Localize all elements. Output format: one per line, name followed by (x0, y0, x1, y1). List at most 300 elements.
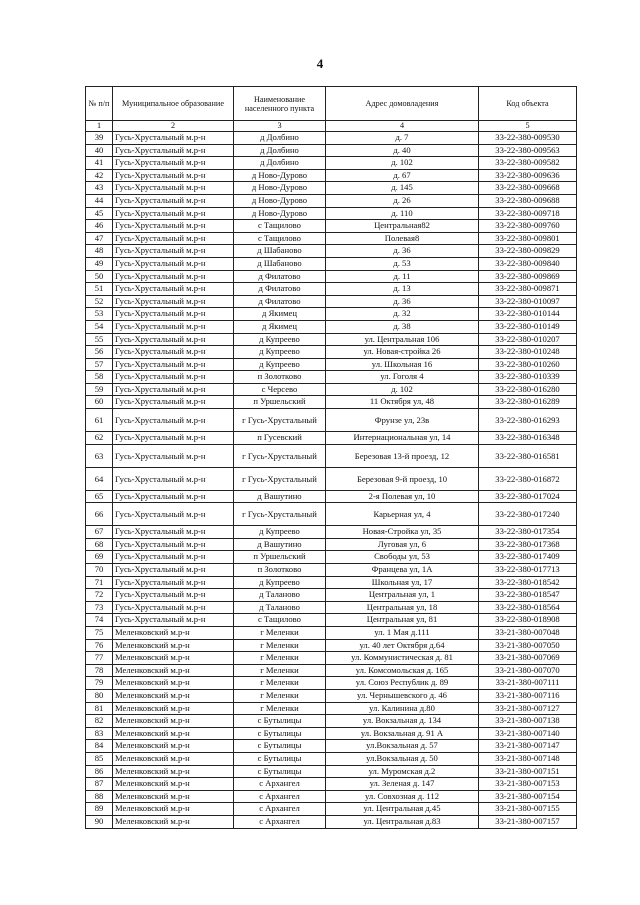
column-number: 3 (234, 121, 326, 132)
settlement-cell: д Купреево (234, 346, 326, 359)
row-number: 72 (86, 589, 113, 602)
settlement-cell: д Ново-Дурово (234, 182, 326, 195)
address-cell: Центральная ул, 18 (326, 601, 479, 614)
row-number: 47 (86, 232, 113, 245)
table-row (86, 689, 577, 702)
table-row (86, 467, 577, 490)
settlement-cell: п Уршельский (234, 396, 326, 409)
settlement-cell: д Ново-Дурово (234, 194, 326, 207)
row-number: 61 (86, 409, 113, 432)
row-number: 39 (86, 132, 113, 145)
table-row (86, 409, 577, 432)
object-code-cell: 33-21-380-007140 (479, 727, 577, 740)
municipality-cell: Гусь-Хрустальный м.р-н (113, 576, 234, 589)
row-number: 44 (86, 194, 113, 207)
row-number: 64 (86, 467, 113, 490)
municipality-cell: Меленковский м.р-н (113, 689, 234, 702)
table-row (86, 346, 577, 359)
address-cell: ул. Новая-стройка 26 (326, 346, 479, 359)
object-code-cell: 33-22-380-017240 (479, 503, 577, 526)
address-cell: ул. Комсомольская д. 165 (326, 664, 479, 677)
object-code-cell: 33-22-380-009869 (479, 270, 577, 283)
object-code-cell: 33-22-380-009760 (479, 220, 577, 233)
settlement-cell: д Купреево (234, 333, 326, 346)
address-cell: Францева ул, 1А (326, 564, 479, 577)
municipality-cell: Гусь-Хрустальный м.р-н (113, 564, 234, 577)
settlement-cell: с Тащилово (234, 232, 326, 245)
table-row (86, 614, 577, 627)
settlement-cell: д Шабаново (234, 257, 326, 270)
object-code-cell: 33-22-380-018908 (479, 614, 577, 627)
municipality-cell: Гусь-Хрустальный м.р-н (113, 589, 234, 602)
table-row (86, 765, 577, 778)
table-row (86, 752, 577, 765)
municipality-cell: Гусь-Хрустальный м.р-н (113, 295, 234, 308)
settlement-cell: г Гусь-Хрустальный (234, 444, 326, 467)
header-address: Адрес домовладения (326, 87, 479, 121)
table-row (86, 371, 577, 384)
settlement-cell: с Тащилово (234, 614, 326, 627)
object-code-cell: 33-22-380-009801 (479, 232, 577, 245)
row-number: 78 (86, 664, 113, 677)
object-code-cell: 33-21-380-007153 (479, 778, 577, 791)
address-cell: д. 67 (326, 169, 479, 182)
object-code-cell: 33-22-380-010144 (479, 308, 577, 321)
row-number: 48 (86, 245, 113, 258)
settlement-cell: д Купреево (234, 526, 326, 539)
object-code-cell: 33-22-380-016581 (479, 444, 577, 467)
row-number: 87 (86, 778, 113, 791)
settlement-cell: с Архангел (234, 815, 326, 828)
address-cell: Полевая8 (326, 232, 479, 245)
settlement-cell: с Тащилово (234, 220, 326, 233)
address-cell: ул.Вокзальная д. 57 (326, 740, 479, 753)
object-code-cell: 33-22-380-016289 (479, 396, 577, 409)
municipality-cell: Меленковский м.р-н (113, 715, 234, 728)
row-number: 55 (86, 333, 113, 346)
settlement-cell: д Вашутино (234, 538, 326, 551)
row-number: 49 (86, 257, 113, 270)
municipality-cell: Гусь-Хрустальный м.р-н (113, 283, 234, 296)
object-code-cell: 33-22-380-009871 (479, 283, 577, 296)
settlement-cell: с Бутылицы (234, 765, 326, 778)
object-code-cell: 33-21-380-007151 (479, 765, 577, 778)
address-cell: д. 36 (326, 295, 479, 308)
row-number: 46 (86, 220, 113, 233)
settlement-cell: с Бутылицы (234, 740, 326, 753)
object-code-cell: 33-22-380-018564 (479, 601, 577, 614)
row-number: 74 (86, 614, 113, 627)
object-code-cell: 33-22-380-010339 (479, 371, 577, 384)
address-cell: Березовая 9-й проезд, 10 (326, 467, 479, 490)
settlement-cell: г Меленки (234, 664, 326, 677)
table-row (86, 283, 577, 296)
table-row (86, 358, 577, 371)
settlement-cell: г Гусь-Хрустальный (234, 503, 326, 526)
municipality-cell: Гусь-Хрустальный м.р-н (113, 132, 234, 145)
table-row (86, 220, 577, 233)
object-code-cell: 33-21-380-007147 (479, 740, 577, 753)
settlement-cell: с Бутылицы (234, 752, 326, 765)
municipality-cell: Меленковский м.р-н (113, 765, 234, 778)
municipality-cell: Гусь-Хрустальный м.р-н (113, 526, 234, 539)
header-no: № п/п (86, 87, 113, 121)
object-code-cell: 33-22-380-016293 (479, 409, 577, 432)
address-cell: ул. 1 Мая д.111 (326, 627, 479, 640)
row-number: 70 (86, 564, 113, 577)
table-row (86, 815, 577, 828)
table-row (86, 715, 577, 728)
table-row (86, 639, 577, 652)
table-row (86, 270, 577, 283)
settlement-cell: д Таланово (234, 601, 326, 614)
municipality-cell: Гусь-Хрустальный м.р-н (113, 220, 234, 233)
row-number: 77 (86, 652, 113, 665)
row-number: 60 (86, 396, 113, 409)
settlement-cell: с Бутылицы (234, 715, 326, 728)
municipality-cell: Меленковский м.р-н (113, 627, 234, 640)
table-header (86, 87, 577, 132)
object-code-cell: 33-22-380-009563 (479, 144, 577, 157)
municipality-cell: Гусь-Хрустальный м.р-н (113, 270, 234, 283)
address-cell: ул. Муромская д.2 (326, 765, 479, 778)
municipality-cell: Меленковский м.р-н (113, 740, 234, 753)
table-row (86, 790, 577, 803)
table-row (86, 144, 577, 157)
settlement-cell: д Купреево (234, 358, 326, 371)
row-number: 68 (86, 538, 113, 551)
object-code-cell: 33-21-380-007111 (479, 677, 577, 690)
address-cell: Центральная ул, 1 (326, 589, 479, 602)
row-number: 73 (86, 601, 113, 614)
column-number: 2 (113, 121, 234, 132)
address-cell: ул. Зеленая д. 147 (326, 778, 479, 791)
settlement-cell: с Черсево (234, 383, 326, 396)
row-number: 63 (86, 444, 113, 467)
address-cell: 2-я Полевая ул, 10 (326, 490, 479, 503)
table-row (86, 182, 577, 195)
settlement-cell: г Меленки (234, 652, 326, 665)
address-cell: Фрунзе ул, 23в (326, 409, 479, 432)
settlement-cell: д Якимец (234, 320, 326, 333)
object-code-cell: 33-22-380-017024 (479, 490, 577, 503)
row-number: 45 (86, 207, 113, 220)
object-code-cell: 33-22-380-010207 (479, 333, 577, 346)
address-cell: Березовая 13-й проезд, 12 (326, 444, 479, 467)
row-number: 54 (86, 320, 113, 333)
row-number: 81 (86, 702, 113, 715)
settlement-cell: д Филатово (234, 270, 326, 283)
row-number: 85 (86, 752, 113, 765)
object-code-cell: 33-21-380-007050 (479, 639, 577, 652)
row-number: 50 (86, 270, 113, 283)
municipality-cell: Гусь-Хрустальный м.р-н (113, 257, 234, 270)
row-number: 84 (86, 740, 113, 753)
object-code-cell: 33-21-380-007127 (479, 702, 577, 715)
object-code-cell: 33-21-380-007138 (479, 715, 577, 728)
address-cell: ул. Центральная 106 (326, 333, 479, 346)
address-cell: д. 110 (326, 207, 479, 220)
row-number: 40 (86, 144, 113, 157)
header-municipality: Муниципальное образование (113, 87, 234, 121)
table-row (86, 169, 577, 182)
row-number: 88 (86, 790, 113, 803)
row-number: 80 (86, 689, 113, 702)
table-row (86, 652, 577, 665)
address-cell: ул. Школьная 16 (326, 358, 479, 371)
object-code-cell: 33-22-380-009829 (479, 245, 577, 258)
row-number: 62 (86, 432, 113, 445)
settlement-cell: д Долбино (234, 157, 326, 170)
table-row (86, 320, 577, 333)
municipality-cell: Гусь-Хрустальный м.р-н (113, 245, 234, 258)
settlement-cell: п Гусевский (234, 432, 326, 445)
registry-table (85, 86, 577, 829)
address-cell: ул. Вокзальная д. 134 (326, 715, 479, 728)
column-number: 5 (479, 121, 577, 132)
object-code-cell: 33-22-380-018547 (479, 589, 577, 602)
row-number: 53 (86, 308, 113, 321)
table-row (86, 803, 577, 816)
address-cell: Карьерная ул, 4 (326, 503, 479, 526)
municipality-cell: Меленковский м.р-н (113, 803, 234, 816)
municipality-cell: Гусь-Хрустальный м.р-н (113, 182, 234, 195)
address-cell: д. 102 (326, 383, 479, 396)
address-cell: д. 32 (326, 308, 479, 321)
municipality-cell: Гусь-Хрустальный м.р-н (113, 444, 234, 467)
object-code-cell: 33-22-380-017368 (479, 538, 577, 551)
settlement-cell: д Шабаново (234, 245, 326, 258)
municipality-cell: Гусь-Хрустальный м.р-н (113, 503, 234, 526)
row-number: 65 (86, 490, 113, 503)
address-cell: ул. Гоголя 4 (326, 371, 479, 384)
municipality-cell: Меленковский м.р-н (113, 790, 234, 803)
row-number: 59 (86, 383, 113, 396)
table-body (86, 132, 577, 829)
settlement-cell: д Долбино (234, 144, 326, 157)
address-cell: Центральная82 (326, 220, 479, 233)
object-code-cell: 33-21-380-007157 (479, 815, 577, 828)
table-row (86, 132, 577, 145)
address-cell: Луговая ул, 6 (326, 538, 479, 551)
municipality-cell: Гусь-Хрустальный м.р-н (113, 490, 234, 503)
row-number: 57 (86, 358, 113, 371)
table-row (86, 232, 577, 245)
row-number: 79 (86, 677, 113, 690)
settlement-cell: с Архангел (234, 803, 326, 816)
address-cell: ул. Калинина д.80 (326, 702, 479, 715)
object-code-cell: 33-21-380-007070 (479, 664, 577, 677)
object-code-cell: 33-22-380-009840 (479, 257, 577, 270)
municipality-cell: Меленковский м.р-н (113, 639, 234, 652)
address-cell: д. 13 (326, 283, 479, 296)
address-cell: д. 11 (326, 270, 479, 283)
table-row (86, 576, 577, 589)
address-cell: ул. Коммунистическая д. 81 (326, 652, 479, 665)
address-cell: д. 53 (326, 257, 479, 270)
row-number: 41 (86, 157, 113, 170)
object-code-cell: 33-22-380-009636 (479, 169, 577, 182)
table-row (86, 538, 577, 551)
municipality-cell: Гусь-Хрустальный м.р-н (113, 467, 234, 490)
settlement-cell: г Меленки (234, 702, 326, 715)
settlement-cell: д Якимец (234, 308, 326, 321)
column-number-row (86, 121, 577, 132)
address-cell: д. 145 (326, 182, 479, 195)
address-cell: Интернациональная ул, 14 (326, 432, 479, 445)
settlement-cell: д Купреево (234, 576, 326, 589)
table-row (86, 627, 577, 640)
row-number: 56 (86, 346, 113, 359)
object-code-cell: 33-22-380-016348 (479, 432, 577, 445)
row-number: 86 (86, 765, 113, 778)
object-code-cell: 33-22-380-010149 (479, 320, 577, 333)
row-number: 90 (86, 815, 113, 828)
municipality-cell: Меленковский м.р-н (113, 752, 234, 765)
municipality-cell: Гусь-Хрустальный м.р-н (113, 371, 234, 384)
table-row (86, 333, 577, 346)
object-code-cell: 33-22-380-016280 (479, 383, 577, 396)
object-code-cell: 33-22-380-009582 (479, 157, 577, 170)
object-code-cell: 33-21-380-007154 (479, 790, 577, 803)
settlement-cell: д Таланово (234, 589, 326, 602)
address-cell: Новая-Стройка ул, 35 (326, 526, 479, 539)
address-cell: ул. Союз Республик д. 89 (326, 677, 479, 690)
table-row (86, 601, 577, 614)
settlement-cell: с Архангел (234, 778, 326, 791)
object-code-cell: 33-22-380-010260 (479, 358, 577, 371)
municipality-cell: Меленковский м.р-н (113, 702, 234, 715)
table-row (86, 207, 577, 220)
municipality-cell: Меленковский м.р-н (113, 677, 234, 690)
settlement-cell: п Золотково (234, 564, 326, 577)
address-cell: д. 102 (326, 157, 479, 170)
row-number: 82 (86, 715, 113, 728)
municipality-cell: Гусь-Хрустальный м.р-н (113, 144, 234, 157)
municipality-cell: Гусь-Хрустальный м.р-н (113, 396, 234, 409)
row-number: 89 (86, 803, 113, 816)
settlement-cell: с Архангел (234, 790, 326, 803)
address-cell: д. 40 (326, 144, 479, 157)
table-row (86, 778, 577, 791)
row-number: 83 (86, 727, 113, 740)
municipality-cell: Гусь-Хрустальный м.р-н (113, 409, 234, 432)
address-cell: Свободы ул, 53 (326, 551, 479, 564)
municipality-cell: Гусь-Хрустальный м.р-н (113, 207, 234, 220)
object-code-cell: 33-22-380-010097 (479, 295, 577, 308)
row-number: 51 (86, 283, 113, 296)
table-row (86, 245, 577, 258)
table-row (86, 157, 577, 170)
object-code-cell: 33-22-380-009668 (479, 182, 577, 195)
table-row (86, 727, 577, 740)
row-number: 52 (86, 295, 113, 308)
address-cell: д. 36 (326, 245, 479, 258)
settlement-cell: д Филатово (234, 295, 326, 308)
municipality-cell: Меленковский м.р-н (113, 815, 234, 828)
table-row (86, 295, 577, 308)
municipality-cell: Гусь-Хрустальный м.р-н (113, 232, 234, 245)
object-code-cell: 33-22-380-009688 (479, 194, 577, 207)
table-row (86, 432, 577, 445)
row-number: 43 (86, 182, 113, 195)
column-number: 4 (326, 121, 479, 132)
object-code-cell: 33-21-380-007148 (479, 752, 577, 765)
settlement-cell: п Уршельский (234, 551, 326, 564)
municipality-cell: Гусь-Хрустальный м.р-н (113, 169, 234, 182)
municipality-cell: Гусь-Хрустальный м.р-н (113, 194, 234, 207)
municipality-cell: Меленковский м.р-н (113, 664, 234, 677)
settlement-cell: с Бутылицы (234, 727, 326, 740)
row-number: 66 (86, 503, 113, 526)
row-number: 69 (86, 551, 113, 564)
settlement-cell: г Гусь-Хрустальный (234, 409, 326, 432)
municipality-cell: Гусь-Хрустальный м.р-н (113, 538, 234, 551)
settlement-cell: д Ново-Дурово (234, 207, 326, 220)
municipality-cell: Гусь-Хрустальный м.р-н (113, 333, 234, 346)
table-row (86, 551, 577, 564)
municipality-cell: Гусь-Хрустальный м.р-н (113, 346, 234, 359)
municipality-cell: Меленковский м.р-н (113, 727, 234, 740)
municipality-cell: Меленковский м.р-н (113, 652, 234, 665)
settlement-cell: д Ново-Дурово (234, 169, 326, 182)
table-row (86, 677, 577, 690)
header-code: Код объекта (479, 87, 577, 121)
address-cell: ул. Центральная д.45 (326, 803, 479, 816)
municipality-cell: Меленковский м.р-н (113, 778, 234, 791)
table-row (86, 503, 577, 526)
municipality-cell: Гусь-Хрустальный м.р-н (113, 358, 234, 371)
object-code-cell: 33-22-380-018542 (479, 576, 577, 589)
table-row (86, 526, 577, 539)
object-code-cell: 33-22-380-010248 (479, 346, 577, 359)
row-number: 75 (86, 627, 113, 640)
object-code-cell: 33-22-380-016872 (479, 467, 577, 490)
settlement-cell: д Вашутино (234, 490, 326, 503)
address-cell: д. 7 (326, 132, 479, 145)
table-row (86, 589, 577, 602)
address-cell: ул. Вокзальная д. 91 А (326, 727, 479, 740)
row-number: 58 (86, 371, 113, 384)
address-cell: Школьная ул, 17 (326, 576, 479, 589)
address-cell: ул. Совхозная д. 112 (326, 790, 479, 803)
table-row (86, 444, 577, 467)
object-code-cell: 33-22-380-017354 (479, 526, 577, 539)
settlement-cell: д Филатово (234, 283, 326, 296)
object-code-cell: 33-21-380-007116 (479, 689, 577, 702)
column-number: 1 (86, 121, 113, 132)
object-code-cell: 33-21-380-007069 (479, 652, 577, 665)
municipality-cell: Гусь-Хрустальный м.р-н (113, 551, 234, 564)
object-code-cell: 33-22-380-009718 (479, 207, 577, 220)
municipality-cell: Гусь-Хрустальный м.р-н (113, 432, 234, 445)
address-cell: ул. 40 лет Октября д.64 (326, 639, 479, 652)
header-settlement: Наименование населенного пункта (234, 87, 326, 121)
table-row (86, 490, 577, 503)
row-number: 76 (86, 639, 113, 652)
municipality-cell: Гусь-Хрустальный м.р-н (113, 383, 234, 396)
row-number: 67 (86, 526, 113, 539)
table-row (86, 664, 577, 677)
municipality-cell: Гусь-Хрустальный м.р-н (113, 157, 234, 170)
table-row (86, 194, 577, 207)
settlement-cell: г Меленки (234, 677, 326, 690)
table-row (86, 702, 577, 715)
municipality-cell: Гусь-Хрустальный м.р-н (113, 320, 234, 333)
object-code-cell: 33-21-380-007048 (479, 627, 577, 640)
address-cell: д. 38 (326, 320, 479, 333)
table-row (86, 308, 577, 321)
